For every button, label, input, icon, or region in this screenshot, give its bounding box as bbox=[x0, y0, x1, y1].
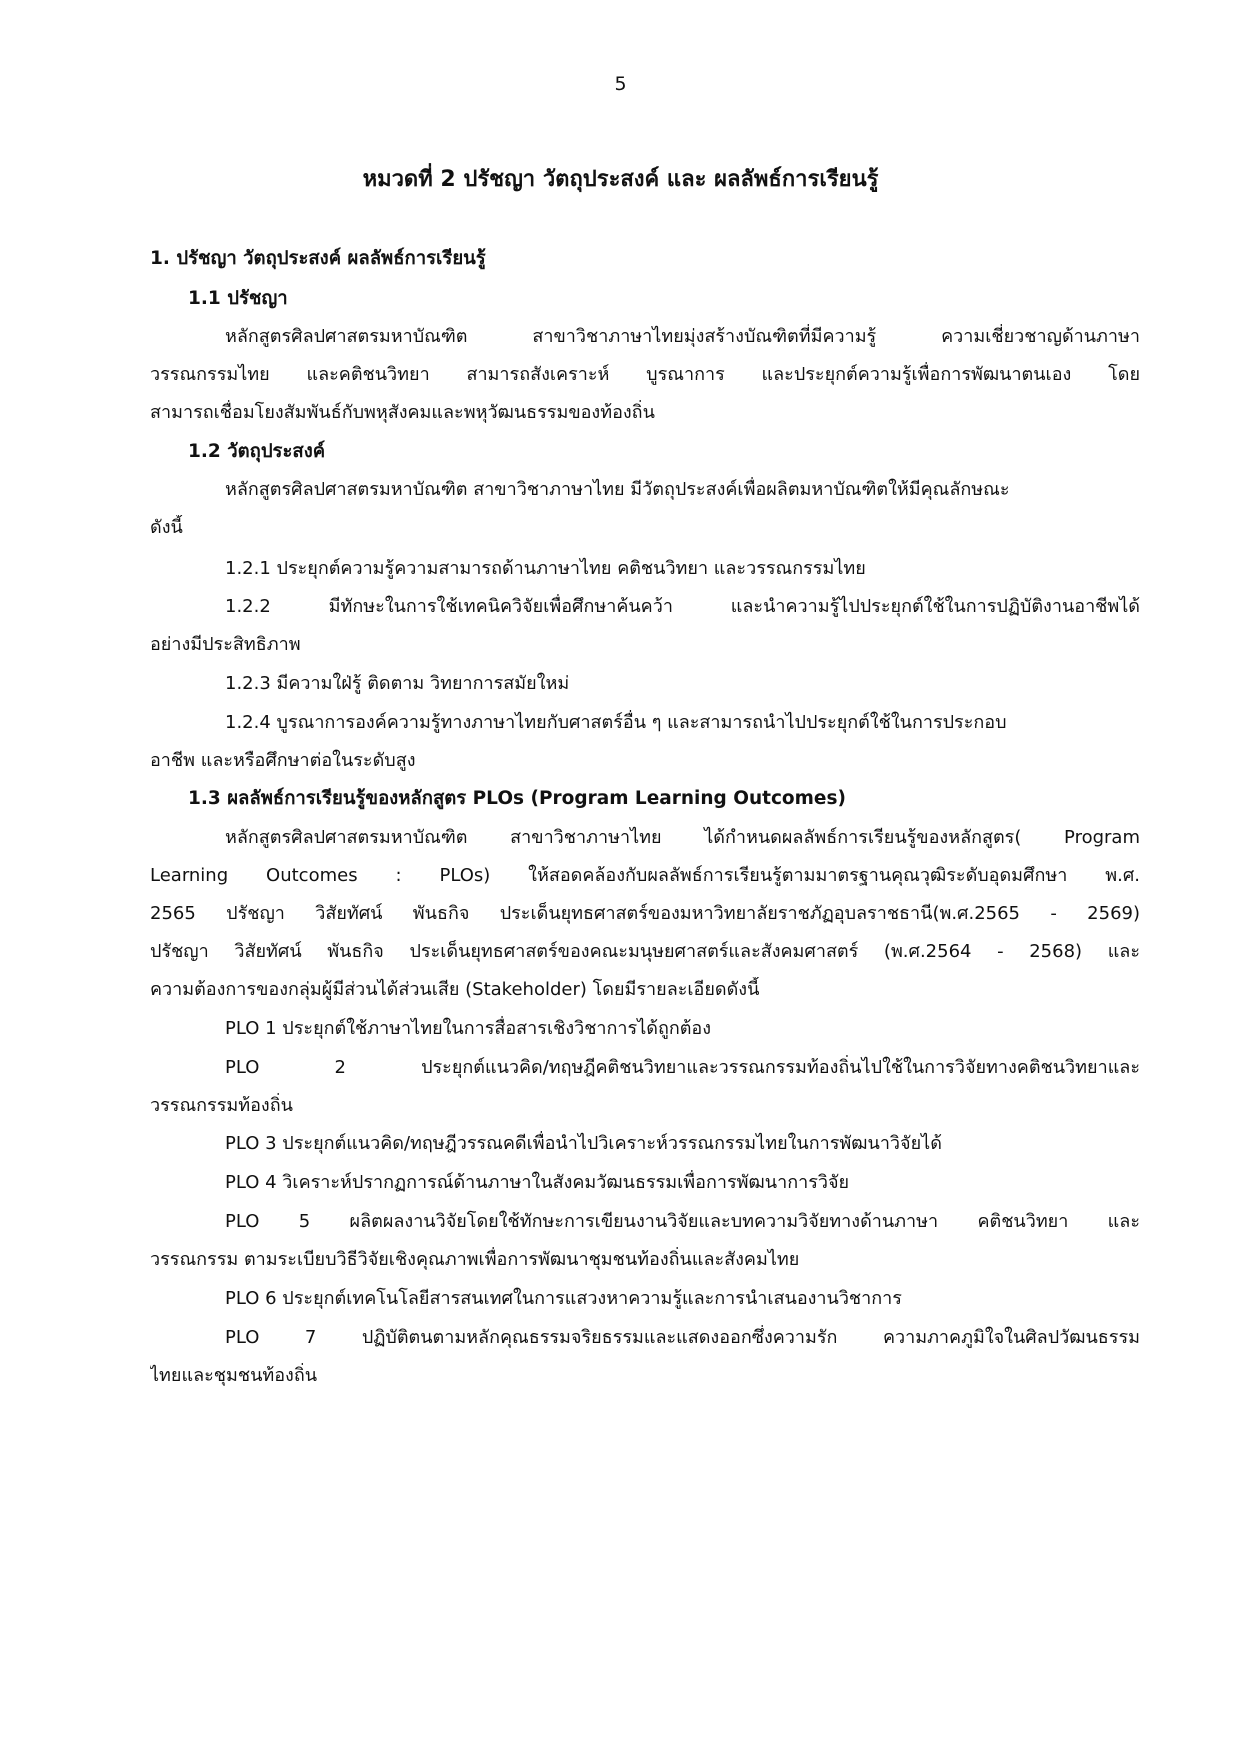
subsection-heading-objectives: 1.2 วัตถุประสงค์ bbox=[188, 441, 326, 462]
philosophy-paragraph-line: สามารถเชื่อมโยงสัมพันธ์กับพหุสังคมและพหุวัฒนธรรมของท้องถิ่น bbox=[150, 402, 655, 423]
plo-item: PLO 3 ประยุกต์แนวคิด/ทฤษฎีวรรณคดีเพื่อนำไปวิเคราะห์วรรณกรรมไทยในการพัฒนาวิจัยได้ bbox=[225, 1133, 942, 1154]
objective-item: 1.2.4 บูรณาการองค์ความรู้ทางภาษาไทยกับศาสตร์อื่น ๆ และสามารถนำไปประยุกต์ใช้ในการประกอบ bbox=[225, 712, 1007, 733]
plos-intro-line: ปรัชญา วิสัยทัศน์ พันธกิจ ประเด็นยุทธศาสตร์ของคณะมนุษยศาสตร์และสังคมศาสตร์ (พ.ศ.2564 - 2568) และ bbox=[150, 941, 1140, 962]
objective-item-continuation: อาชีพ และหรือศึกษาต่อในระดับสูง bbox=[150, 750, 416, 771]
plo-item-continuation: วรรณกรรม ตามระเบียบวิธีวิจัยเชิงคุณภาพเพื่อการพัฒนาชุมชนท้องถิ่นและสังคมไทย bbox=[150, 1249, 800, 1270]
plo-item: PLO 1 ประยุกต์ใช้ภาษาไทยในการสื่อสารเชิงวิชาการได้ถูกต้อง bbox=[225, 1018, 712, 1039]
plo-item: PLO 7 ปฏิบัติตนตามหลักคุณธรรมจริยธรรมและแสดงออกซึ่งความรัก ความภาคภูมิใจในศิลปวัฒนธรรม bbox=[225, 1327, 1140, 1348]
chapter-title: หมวดที่ 2 ปรัชญา วัตถุประสงค์ และ ผลลัพธ์การเรียนรู้ bbox=[362, 167, 879, 192]
subsection-heading-philosophy: 1.1 ปรัชญา bbox=[188, 288, 288, 309]
objective-item-continuation: อย่างมีประสิทธิภาพ bbox=[150, 634, 301, 655]
plos-intro-line: Learning Outcomes : PLOs) ให้สอดคล้องกับผลลัพธ์การเรียนรู้ตามมาตรฐานคุณวุฒิระดับอุดมศึกษา พ.ศ. bbox=[150, 865, 1140, 886]
plo-item: PLO 2 ประยุกต์แนวคิด/ทฤษฎีคติชนวิทยาและวรรณกรรมท้องถิ่นไปใช้ในการวิจัยทางคติชนวิทยาและ bbox=[225, 1057, 1140, 1078]
objectives-intro-line: ดังนี้ bbox=[150, 517, 183, 538]
objectives-intro-line: หลักสูตรศิลปศาสตรมหาบัณฑิต สาขาวิชาภาษาไทย มีวัตถุประสงค์เพื่อผลิตมหาบัณฑิตให้มีคุณลักษณะ bbox=[225, 479, 1010, 500]
plos-intro-line: 2565 ปรัชญา วิสัยทัศน์ พันธกิจ ประเด็นยุทธศาสตร์ของมหาวิทยาลัยราชภัฏอุบลราชธานี(พ.ศ.2565 - 2569) bbox=[150, 903, 1140, 924]
page-number: 5 bbox=[614, 73, 627, 95]
plos-intro-line: หลักสูตรศิลปศาสตรมหาบัณฑิต สาขาวิชาภาษาไทย ได้กำหนดผลลัพธ์การเรียนรู้ของหลักสูตร( Program bbox=[225, 827, 1140, 848]
objective-item: 1.2.3 มีความใฝ่รู้ ติดตาม วิทยาการสมัยใหม่ bbox=[225, 673, 570, 694]
plo-item: PLO 5 ผลิตผลงานวิจัยโดยใช้ทักษะการเขียนงานวิจัยและบทความวิจัยทางด้านภาษา คติชนวิทยา และ bbox=[225, 1211, 1140, 1232]
philosophy-paragraph-line: วรรณกรรมไทย และคติชนวิทยา สามารถสังเคราะห์ บูรณาการ และประยุกต์ความรู้เพื่อการพัฒนาตนเอง โดย bbox=[150, 364, 1140, 385]
plo-item-continuation: วรรณกรรมท้องถิ่น bbox=[150, 1095, 293, 1116]
objective-item: 1.2.1 ประยุกต์ความรู้ความสามารถด้านภาษาไทย คติชนวิทยา และวรรณกรรมไทย bbox=[225, 558, 866, 579]
plo-item: PLO 4 วิเคราะห์ปรากฏการณ์ด้านภาษาในสังคมวัฒนธรรมเพื่อการพัฒนาการวิจัย bbox=[225, 1172, 850, 1193]
plo-item: PLO 6 ประยุกต์เทคโนโลยีสารสนเทศในการแสวงหาความรู้และการนำเสนองานวิชาการ bbox=[225, 1288, 902, 1309]
objective-item: 1.2.2 มีทักษะในการใช้เทคนิควิจัยเพื่อศึกษาค้นคว้า และนำความรู้ไปประยุกต์ใช้ในการปฏิบัติงานอาชีพได้ bbox=[225, 596, 1140, 617]
section-heading: 1. ปรัชญา วัตถุประสงค์ ผลลัพธ์การเรียนรู้ bbox=[150, 248, 486, 269]
plos-intro-line: ความต้องการของกลุ่มผู้มีส่วนได้ส่วนเสีย (Stakeholder) โดยมีรายละเอียดดังนี้ bbox=[150, 979, 760, 1000]
plo-item-continuation: ไทยและชุมชนท้องถิ่น bbox=[150, 1365, 318, 1386]
philosophy-paragraph-line: หลักสูตรศิลปศาสตรมหาบัณฑิต สาขาวิชาภาษาไทยมุ่งสร้างบัณฑิตที่มีความรู้ ความเชี่ยวชาญด้านภาษา bbox=[225, 326, 1140, 347]
subsection-heading-plos: 1.3 ผลลัพธ์การเรียนรู้ของหลักสูตร PLOs (Program Learning Outcomes) bbox=[188, 788, 846, 809]
